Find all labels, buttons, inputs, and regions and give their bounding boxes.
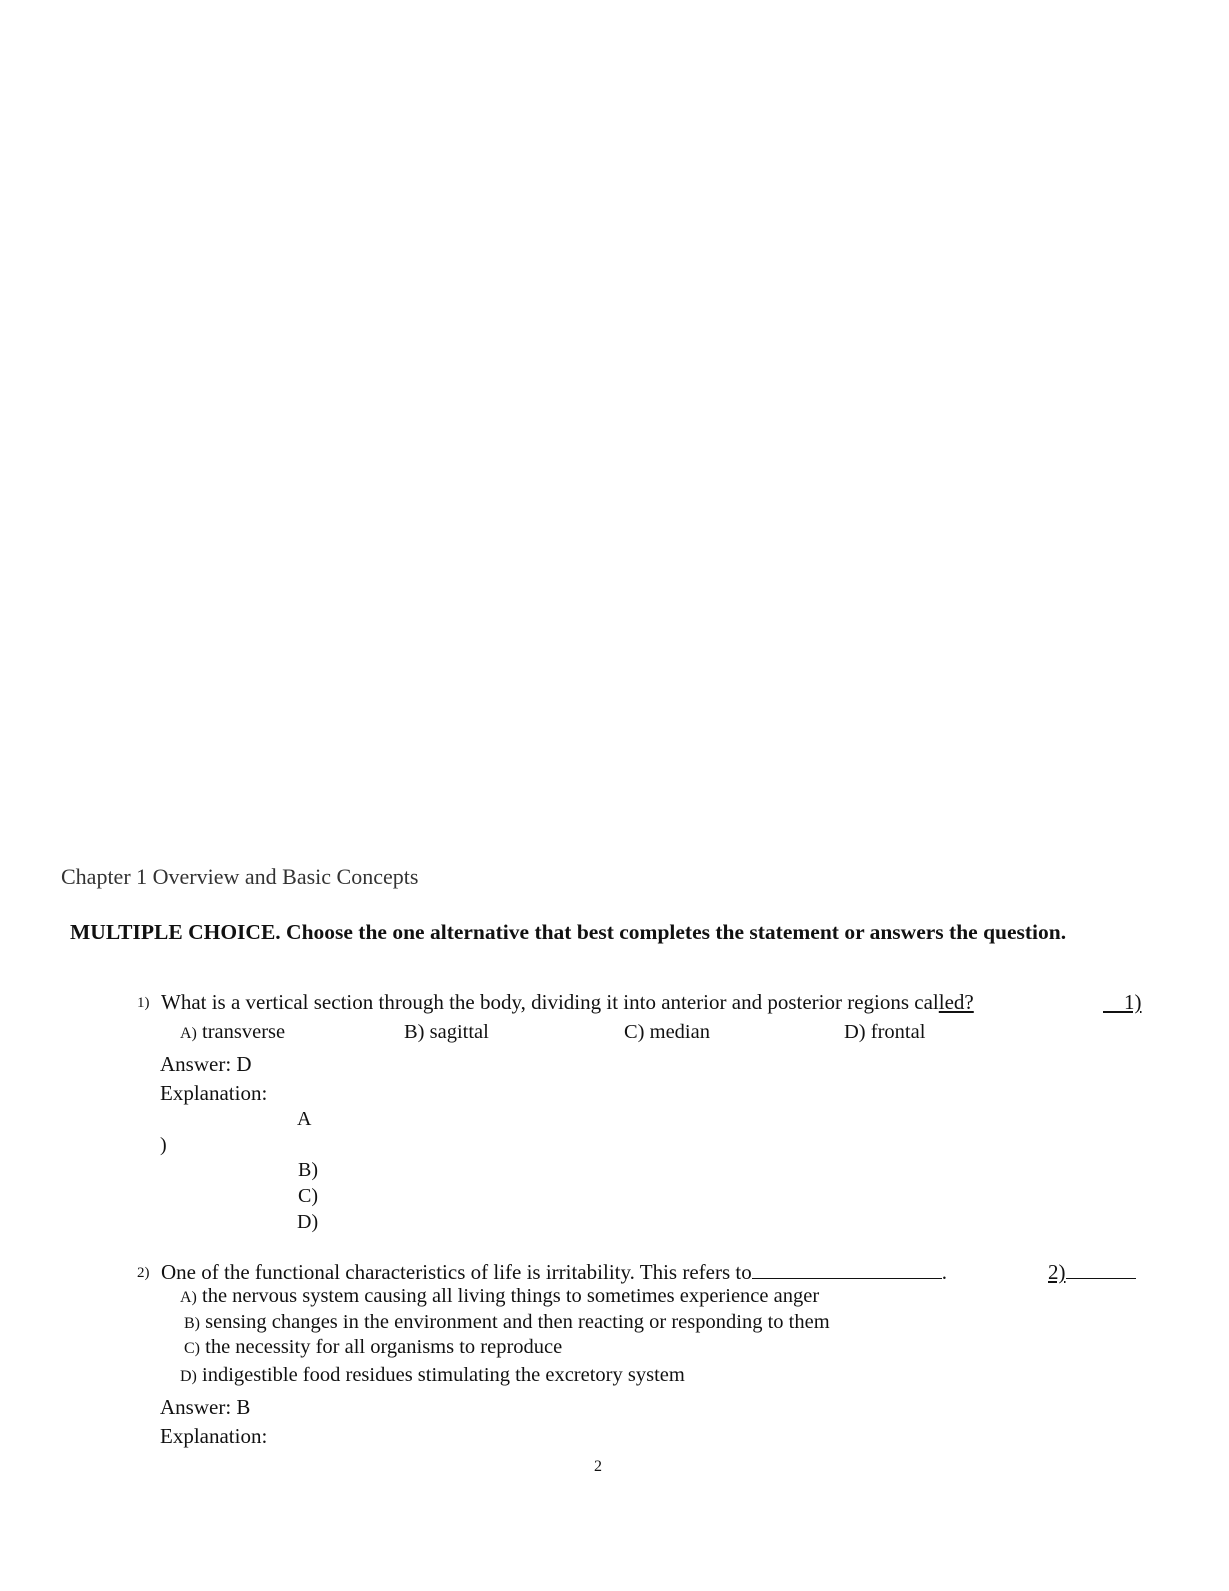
option-text: transverse: [202, 1021, 286, 1043]
page-number: 2: [594, 1458, 602, 1475]
question-2-option-c: [184, 1336, 562, 1359]
option-letter: C): [184, 1340, 200, 1357]
question-2-text: [161, 1260, 947, 1285]
question-1-number: 1): [137, 995, 150, 1011]
question-2-end-punct: .: [941, 1260, 947, 1284]
question-1-option-b: [404, 1021, 489, 1044]
question-1-answer: Answer: D: [160, 1052, 252, 1076]
question-1-option-a: [180, 1021, 285, 1044]
question-1-explanation: Explanation:: [160, 1081, 268, 1105]
stray-letter-d: D): [297, 1211, 319, 1233]
question-1-stem-end: led?: [938, 990, 974, 1014]
stray-letter-b: B): [298, 1159, 318, 1181]
question-2-box-number: 2): [1048, 1260, 1066, 1284]
question-2-explanation: Explanation:: [160, 1424, 268, 1448]
question-1-option-c: [624, 1021, 710, 1044]
option-text: frontal: [870, 1021, 926, 1043]
question-2-option-d: [180, 1364, 685, 1387]
stray-letter-c: C): [298, 1185, 318, 1207]
question-1-stem: What is a vertical section through the body, dividing it into anterior and posterior regions cal: [161, 990, 939, 1014]
option-text: sensing changes in the environment and then reacting or responding to them: [205, 1311, 830, 1333]
question-2-option-a: [180, 1285, 819, 1308]
option-letter: D): [844, 1021, 866, 1043]
question-2-box-blank: [1066, 1260, 1136, 1279]
option-text: sagittal: [429, 1021, 489, 1043]
option-letter: A): [180, 1025, 197, 1042]
option-text: the necessity for all organisms to reproduce: [205, 1336, 563, 1358]
question-1-text: [161, 990, 974, 1015]
question-2-option-b: [184, 1311, 830, 1334]
stray-letter-a: A: [297, 1108, 312, 1130]
question-1-option-d: [844, 1021, 925, 1044]
instructions: MULTIPLE CHOICE. Choose the one alternative that best completes the statement or answers the question.: [70, 920, 1067, 944]
option-text: the nervous system causing all living things to sometimes experience anger: [202, 1285, 820, 1307]
question-2-answer: Answer: B: [160, 1395, 251, 1419]
answer-blank: [752, 1260, 942, 1279]
question-1-box-label: 1): [1124, 990, 1142, 1014]
option-letter: A): [180, 1289, 197, 1306]
option-letter: B): [184, 1315, 200, 1332]
question-2-stem: One of the functional characteristics of life is irritability. This refers to: [161, 1260, 752, 1284]
question-2-box-label: [1048, 1260, 1136, 1285]
option-letter: C): [624, 1021, 645, 1043]
option-text: indigestible food residues stimulating the excretory system: [202, 1364, 685, 1386]
option-letter: B): [404, 1021, 425, 1043]
chapter-title: Chapter 1 Overview and Basic Concepts: [61, 864, 419, 889]
question-2-number: 2): [137, 1265, 150, 1281]
stray-paren: ): [160, 1134, 167, 1156]
option-text: median: [649, 1021, 710, 1043]
option-letter: D): [180, 1368, 197, 1385]
